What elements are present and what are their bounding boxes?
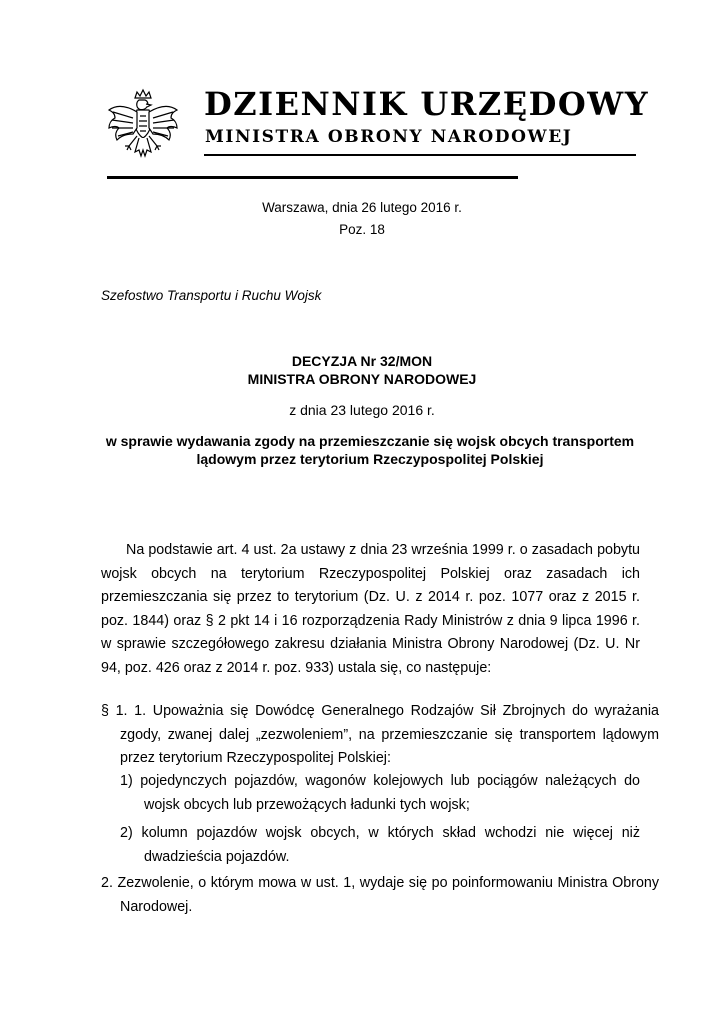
masthead-subtitle: MINISTRA OBRONY NARODOWEJ <box>205 127 573 147</box>
list-item-2: 2) kolumn pojazdów wojsk obcych, w których skład wchodzi nie więcej niż dwadzieścia pojazdów. <box>120 825 640 865</box>
decision-subject-line2: lądowym przez terytorium Rzeczypospolitej Polskiej <box>196 451 544 467</box>
masthead-title: DZIENNIK URZĘDOWY <box>204 85 650 123</box>
paragraph-1-section-1: § 1. 1. Upoważnia się Dowódcę Generalnego Rodzajów Sił Zbrojnych do wyrażania zgody, zwanej dalej „zezwoleniem”, na przemieszczanie się transportem lądowym przez terytorium Rzeczypospolitej Polskiej: <box>101 703 659 766</box>
polish-eagle-emblem-icon <box>103 88 183 172</box>
preamble: Na podstawie art. 4 ust. 2a ustawy z dnia 23 września 1999 r. o zasadach pobytu wojsk obcych na terytorium Rzeczypospolitej Polskiej oraz zasadach ich przemieszczania się przez to terytorium (Dz. U. z 2014 r. poz. 1077 oraz z 2015 r. poz. 1844) oraz § 2 pkt 14 i 16 rozporządzenia Rady Ministrów z dnia 9 lipca 1996 r. w sprawie szczegółowego zakresu działania Ministra Obrony Narodowej (Dz. U. Nr 94, poz. 426 oraz z 2014 r. poz. 933) ustala się, co następuje: <box>101 542 640 676</box>
header-rule <box>107 176 518 179</box>
decision-date: z dnia 23 lutego 2016 r. <box>289 402 435 418</box>
issuer: Szefostwo Transportu i Ruchu Wojsk <box>101 288 322 303</box>
masthead <box>100 84 650 180</box>
decision-subject-line1: w sprawie wydawania zgody na przemieszczanie się wojsk obcych transportem <box>105 433 635 449</box>
decision-subject <box>100 432 640 468</box>
masthead-divider <box>204 154 636 156</box>
position-number: Poz. 18 <box>339 222 385 237</box>
decision-title-line2: MINISTRA OBRONY NARODOWEJ <box>247 371 477 387</box>
decision-title-line1: DECYZJA Nr 32/MON <box>291 353 433 369</box>
decision-title <box>0 352 724 388</box>
place-date: Warszawa, dnia 26 lutego 2016 r. <box>262 200 462 215</box>
paragraph-1-section-2: 2. Zezwolenie, o którym mowa w ust. 1, wydaje się po poinformowaniu Ministra Obrony Narodowej. <box>101 875 659 915</box>
list-item-1: 1) pojedynczych pojazdów, wagonów kolejowych lub pociągów należących do wojsk obcych lub przewożących ładunki tych wojsk; <box>120 773 640 813</box>
